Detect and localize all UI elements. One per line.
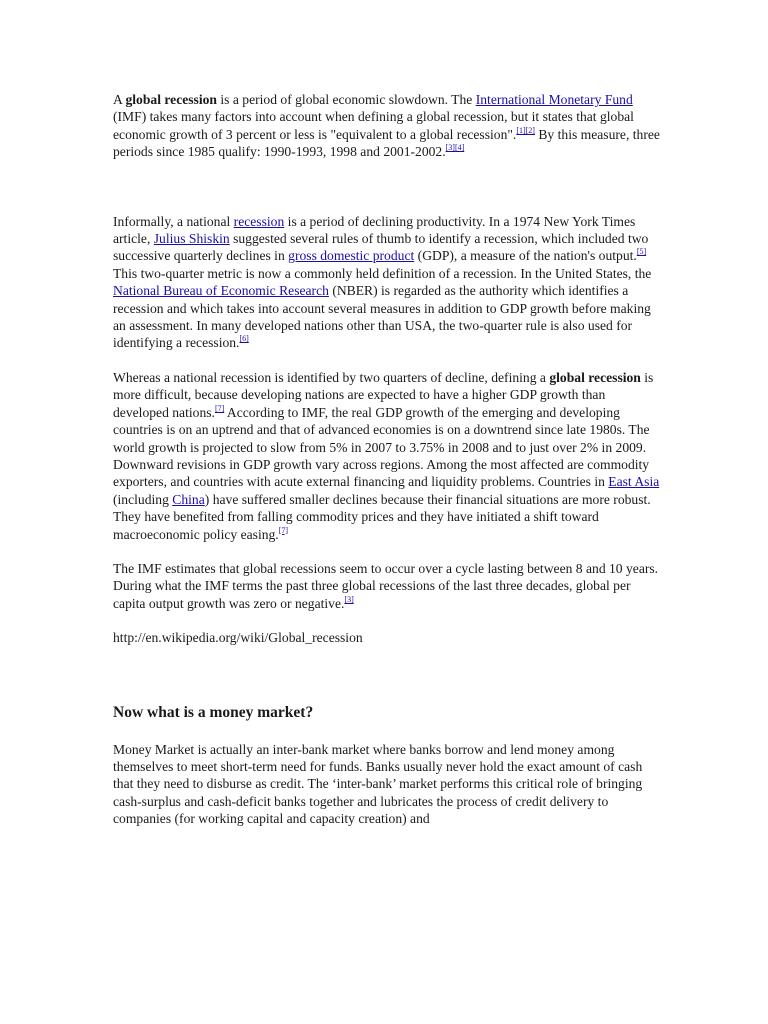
- text: According to IMF, the real GDP growth of the emerging and developing countries is on an uptrend and that of advanced economies is on a downtrend since late 1980s. The world growth is projected to slow from 5% in 2007 to 3.75% in 2008 and to just over 2% in 2009. Downward revisions in GDP growth vary across regions. Among the most affected are commodity exporters, and countries with acute external financing and liquidity problems. Countries in: [113, 404, 650, 490]
- text: (GDP), a measure of the nation's output.: [414, 248, 637, 264]
- section-heading: Now what is a money market?: [113, 703, 314, 721]
- paragraph-money-market: [113, 741, 661, 828]
- text: By this measure, three periods since 1985 qualify: 1990-1993, 1998 and 2001-2002.: [113, 126, 660, 160]
- citation-link[interactable]: [3][4]: [445, 143, 465, 153]
- text: is a period of global economic slowdown. The: [216, 92, 476, 107]
- text: The IMF estimates that global recessions seem to occur over a cycle lasting between 8 and 10 years. During what the IMF terms the past three global recessions of the last three decades, global per capita output growth was zero or negative.: [113, 560, 659, 611]
- paragraph-defining-global-recession: [113, 369, 661, 543]
- text: Informally, a national: [113, 213, 234, 229]
- citation-link[interactable]: [7]: [278, 525, 289, 535]
- source-url: http://en.wikipedia.org/wiki/Global_recession: [113, 630, 363, 646]
- bold-term: global recession: [125, 92, 217, 107]
- link-julius-shiskin[interactable]: Julius Shiskin: [153, 231, 230, 247]
- text: (including: [113, 491, 173, 507]
- paragraph-imf-cycle: [113, 560, 661, 612]
- link-imf[interactable]: International Monetary Fund: [475, 92, 633, 107]
- citation-link[interactable]: [3]: [344, 594, 354, 604]
- link-china[interactable]: China: [172, 491, 205, 507]
- link-nber[interactable]: National Bureau of Economic Research: [113, 283, 329, 299]
- link-gdp[interactable]: gross domestic product: [288, 248, 415, 264]
- citation-link[interactable]: [7]: [214, 403, 225, 413]
- text: (IMF) takes many factors into account when defining a global recession, but it states that global economic growth of 3 percent or less is "equivalent to a global recession".: [113, 109, 634, 142]
- text: Whereas a national recession is identified by two quarters of decline, defining a: [113, 369, 550, 385]
- document-body: [113, 91, 661, 828]
- citation-link[interactable]: [1][2]: [516, 125, 535, 135]
- text: This two-quarter metric is now a commonly held definition of a recession. In the United States, the: [113, 265, 652, 281]
- text: is a period of declining productivity. In a 1974 New York Times article,: [113, 213, 636, 247]
- text: Money Market is actually an inter-bank market where banks borrow and lend money among themselves to meet short-term need for funds. Banks usually never hold the exact amount of cash that they need to disburse as credit. The ‘inter-bank’ market performs this critical role of bringing cash-surplus and cash-deficit banks together and lubricates the process of credit delivery to companies (for working capital and capacity creation) and: [113, 741, 643, 827]
- paragraph-global-recession-definition: [113, 91, 661, 161]
- paragraph-national-recession: [113, 213, 661, 352]
- text: A: [113, 92, 126, 107]
- bold-term: global recession: [549, 369, 641, 385]
- link-recession[interactable]: recession: [233, 213, 285, 229]
- link-east-asia[interactable]: East Asia: [608, 474, 660, 490]
- text: is more difficult, because developing nations are expected to have a higher GDP growth than developed nations.: [113, 369, 654, 420]
- citation-link[interactable]: [6]: [239, 334, 249, 344]
- text: suggested several rules of thumb to identify a recession, which included two successive quarterly declines in: [113, 231, 649, 264]
- text: ) have suffered smaller declines because their financial situations are more robust. They have benefited from falling commodity prices and they have initiated a shift toward macroeconomic policy easing.: [113, 491, 651, 542]
- citation-link[interactable]: [5]: [636, 247, 647, 257]
- text: (NBER) is regarded as the authority which identifies a recession and which takes into account several measures in addition to GDP growth before making an assessment. In many developed nations other than USA, the two-quarter rule is also used for identifying a recession.: [113, 283, 651, 351]
